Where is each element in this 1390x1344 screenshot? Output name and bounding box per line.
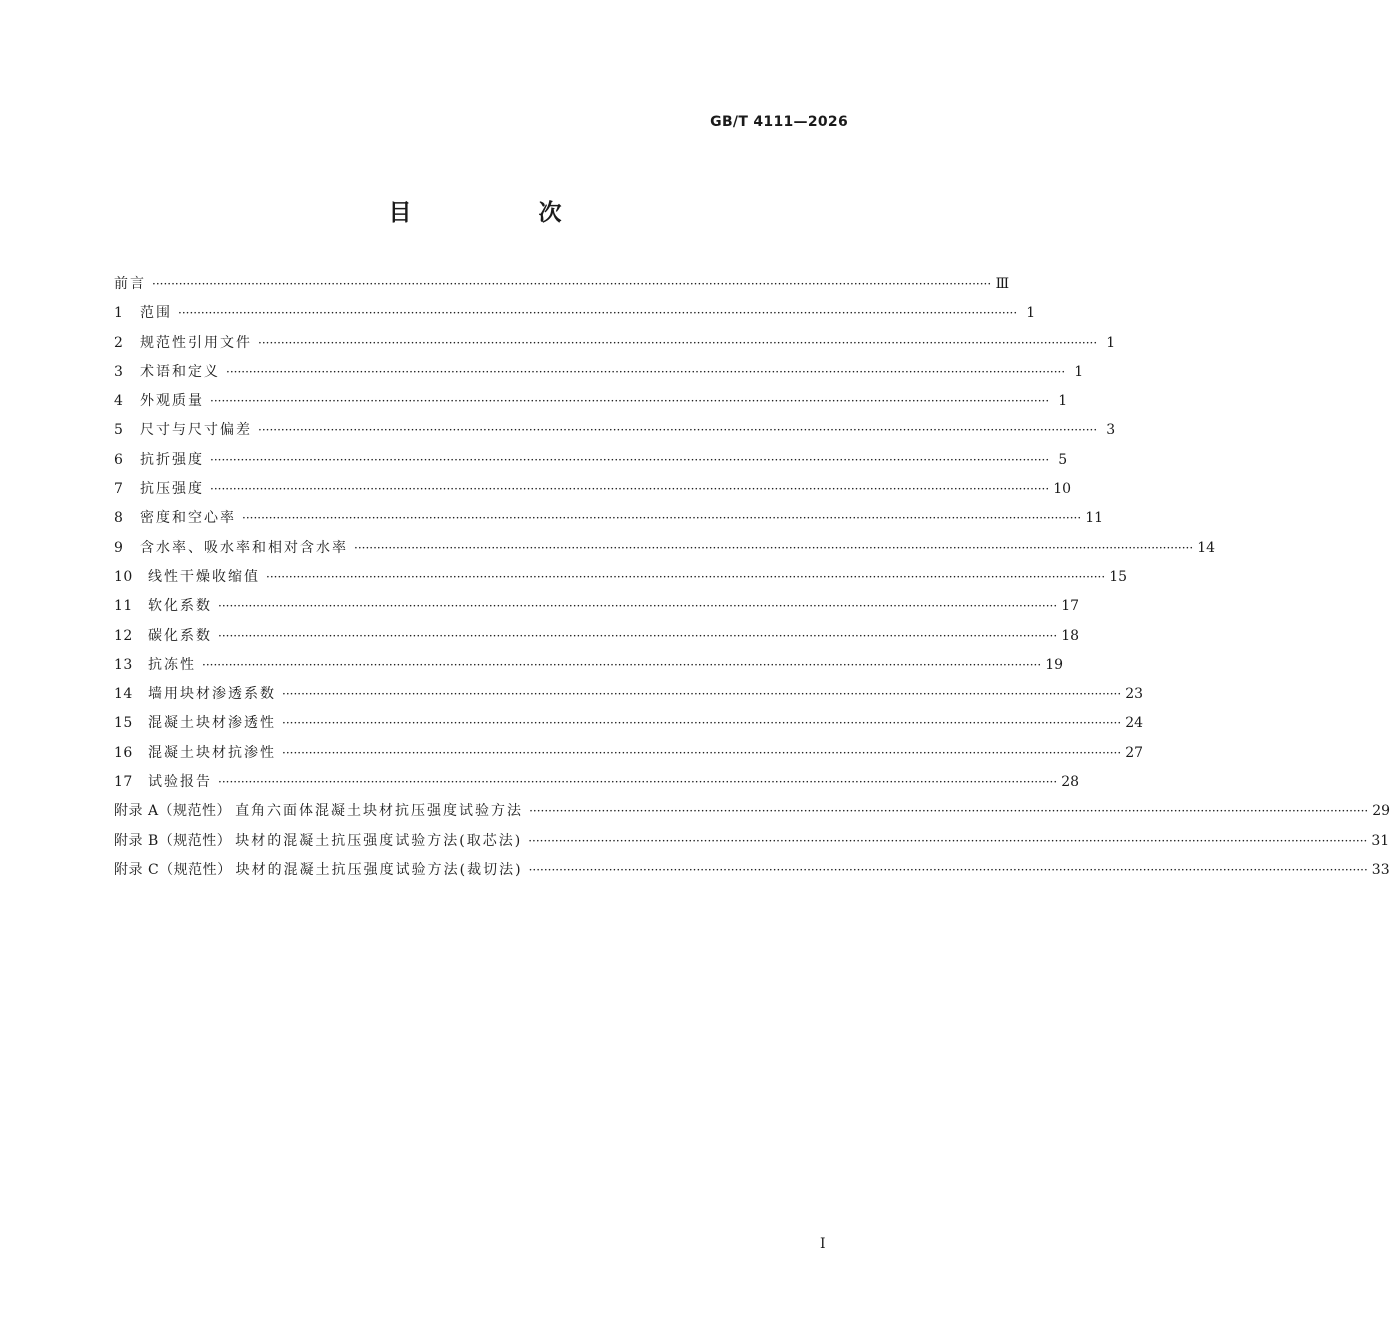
toc-entry[interactable] <box>114 475 1072 504</box>
toc-leader-dots: ···························································································································································································································· <box>152 277 992 291</box>
toc-entry-number: 7 <box>114 481 124 498</box>
toc-entry-page: 27 <box>1125 744 1144 761</box>
toc-entry-label: 碳化系数 <box>148 627 212 644</box>
toc-leader-dots: ···························································································································································································································· <box>258 335 1098 350</box>
toc-leader-dots: ···························································································································································································································· <box>529 804 1369 819</box>
toc-entry-label: 直角六面体混凝土块材抗压强度试验方法 <box>235 803 524 820</box>
toc-entry-label: 抗压强度 <box>140 481 204 498</box>
toc-entry-number: 3 <box>114 363 124 380</box>
toc-entry-number: 5 <box>114 422 124 439</box>
toc-entry[interactable] <box>114 768 1080 797</box>
toc-leader-dots: ···························································································································································································································· <box>528 833 1368 848</box>
toc-entry-number: 附录 C（规范性） <box>114 861 232 878</box>
toc-entry-number: 9 <box>114 539 124 556</box>
toc-entry-page: 1 <box>1026 305 1036 322</box>
toc-entry-label: 前言 <box>114 276 146 292</box>
toc-leader-dots: ···························································································································································································································· <box>282 745 1122 760</box>
toc-entry[interactable] <box>114 856 1390 885</box>
toc-leader-dots: ···························································································································································································································· <box>210 482 1050 497</box>
toc-entry-label: 术语和定义 <box>140 363 220 380</box>
toc-leader-dots: ···························································································································································································································· <box>266 569 1106 584</box>
toc-leader-dots: ···························································································································································································································· <box>354 540 1194 555</box>
toc-entry-page: 15 <box>1109 568 1128 585</box>
toc-entry[interactable] <box>114 827 1390 856</box>
toc-leader-dots: ···························································································································································································································· <box>226 364 1066 379</box>
toc-entry[interactable] <box>114 329 1116 358</box>
toc-leader-dots: ···························································································································································································································· <box>210 394 1050 409</box>
toc-entry-label: 尺寸与尺寸偏差 <box>140 422 252 439</box>
toc-entry-number: 4 <box>114 393 124 410</box>
toc-entry-number: 11 <box>114 598 133 615</box>
table-of-contents <box>114 270 1390 885</box>
toc-entry[interactable] <box>114 622 1080 651</box>
toc-entry-number: 1 <box>114 305 124 322</box>
toc-entry-label: 块材的混凝土抗压强度试验方法(裁切法) <box>235 861 523 878</box>
toc-entry[interactable] <box>114 504 1104 533</box>
toc-entry-page: 3 <box>1106 422 1116 439</box>
toc-entry[interactable] <box>114 446 1068 475</box>
toc-entry-page: Ⅲ <box>995 276 1010 292</box>
toc-entry-label: 外观质量 <box>140 393 204 410</box>
toc-entry[interactable] <box>114 534 1216 563</box>
standard-code: GB/T 4111—2026 <box>710 114 848 130</box>
toc-entry[interactable] <box>114 651 1064 680</box>
toc-entry-number: 附录 A（规范性） <box>114 803 232 820</box>
toc-entry-label: 密度和空心率 <box>140 510 236 527</box>
toc-entry-label: 范围 <box>140 305 172 322</box>
toc-leader-dots: ···························································································································································································································· <box>218 775 1058 790</box>
toc-entry[interactable] <box>114 680 1144 709</box>
toc-entry-page: 1 <box>1058 393 1068 410</box>
toc-entry-number: 13 <box>114 656 133 673</box>
toc-entry-label: 线性干燥收缩值 <box>148 568 260 585</box>
toc-leader-dots: ···························································································································································································································· <box>210 452 1050 467</box>
toc-entry[interactable] <box>114 592 1080 621</box>
toc-entry-number: 6 <box>114 451 124 468</box>
toc-entry-label: 墙用块材渗透系数 <box>148 686 276 703</box>
toc-entry-page: 10 <box>1053 481 1072 498</box>
toc-entry[interactable] <box>114 387 1068 416</box>
toc-entry[interactable] <box>114 563 1128 592</box>
toc-entry-label: 软化系数 <box>148 598 212 615</box>
toc-entry[interactable] <box>114 416 1116 445</box>
toc-leader-dots: ···························································································································································································································· <box>282 687 1122 702</box>
toc-entry-label: 块材的混凝土抗压强度试验方法(取芯法) <box>235 832 523 849</box>
toc-entry-page: 1 <box>1074 363 1084 380</box>
toc-entry-label: 规范性引用文件 <box>140 334 252 351</box>
toc-entry-page: 28 <box>1061 774 1080 791</box>
toc-entry-page: 1 <box>1106 334 1116 351</box>
toc-entry-number: 16 <box>114 744 133 761</box>
toc-entry[interactable] <box>114 299 1036 328</box>
page-number: Ⅰ <box>820 1236 826 1252</box>
toc-entry-label: 混凝土块材渗透性 <box>148 715 276 732</box>
toc-entry-number: 8 <box>114 510 124 527</box>
toc-entry-page: 11 <box>1085 510 1104 527</box>
toc-entry-page: 5 <box>1058 451 1068 468</box>
toc-entry-number: 15 <box>114 715 133 732</box>
toc-entry-number: 14 <box>114 686 133 703</box>
toc-entry-page: 17 <box>1061 598 1080 615</box>
toc-entry-page: 31 <box>1371 832 1390 849</box>
toc-leader-dots: ···························································································································································································································· <box>528 862 1368 877</box>
toc-entry[interactable] <box>114 358 1084 387</box>
toc-entry-page: 19 <box>1045 656 1064 673</box>
toc-entry-page: 23 <box>1125 686 1144 703</box>
toc-entry[interactable] <box>114 709 1144 738</box>
page-title: 目 次 <box>388 200 614 226</box>
toc-entry-number: 附录 B（规范性） <box>114 832 232 849</box>
toc-entry-number: 2 <box>114 334 124 351</box>
toc-leader-dots: ···························································································································································································································· <box>202 657 1042 672</box>
toc-entry[interactable] <box>114 797 1390 826</box>
toc-entry-number: 10 <box>114 568 133 585</box>
toc-leader-dots: ···························································································································································································································· <box>258 423 1098 438</box>
toc-entry-label: 抗折强度 <box>140 451 204 468</box>
toc-leader-dots: ···························································································································································································································· <box>178 306 1018 321</box>
toc-entry-label: 混凝土块材抗渗性 <box>148 744 276 761</box>
toc-leader-dots: ···························································································································································································································· <box>282 716 1122 731</box>
toc-entry-number: 17 <box>114 774 133 791</box>
toc-entry-number: 12 <box>114 627 133 644</box>
toc-entry[interactable] <box>114 739 1144 768</box>
toc-entry-page: 14 <box>1197 539 1216 556</box>
toc-entry-page: 24 <box>1125 715 1144 732</box>
toc-entry-page: 33 <box>1371 861 1390 878</box>
toc-entry-page: 29 <box>1372 803 1390 820</box>
toc-leader-dots: ···························································································································································································································· <box>218 599 1058 614</box>
toc-leader-dots: ···························································································································································································································· <box>218 628 1058 643</box>
toc-entry-label: 试验报告 <box>148 774 212 791</box>
toc-entry-page: 18 <box>1061 627 1080 644</box>
toc-leader-dots: ···························································································································································································································· <box>242 511 1082 526</box>
toc-entry[interactable] <box>114 270 1010 299</box>
toc-entry-label: 抗冻性 <box>148 656 196 673</box>
toc-entry-label: 含水率、吸水率和相对含水率 <box>140 539 348 556</box>
